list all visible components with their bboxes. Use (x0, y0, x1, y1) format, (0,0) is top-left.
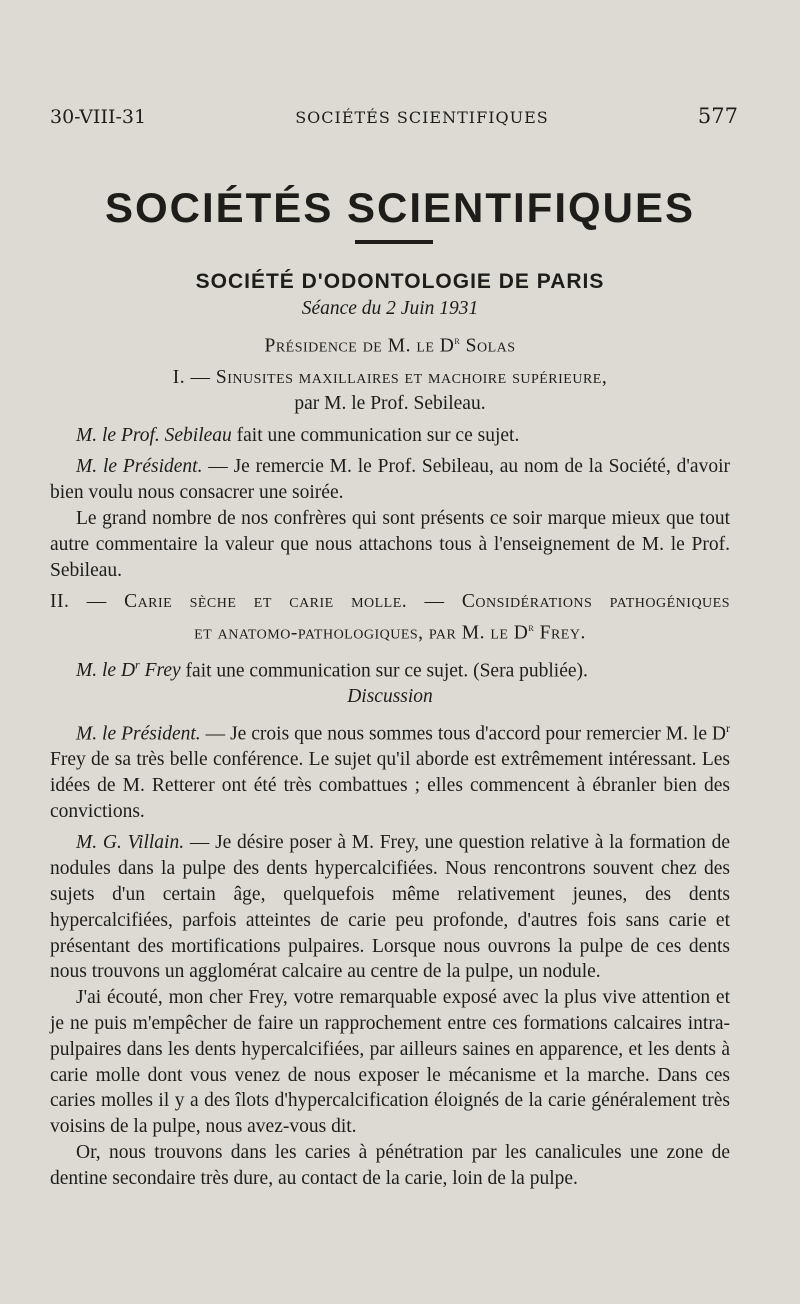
paragraph-text: — Je désire poser à M. Frey, une question relative à la formation de nodules dans la pulpe des dents hypercalcifiées. Nous rencontrons souvent chez des sujets d'un certain âge, quelquefois même relativement jeunes, des dents hypercalcifiées, parfois atteintes de carie peu profonde, d'autres fois sans carie et présentant des mortifications pulpaires. Lorsque nous ouvrons la pulpe de ces dents nous trouvons un agglomérat calcaire au centre de la pulpe, un nodule. (50, 832, 730, 983)
item-2-line-2 (50, 615, 730, 646)
paragraph-1 (50, 423, 730, 449)
paragraph-text-continued: Frey de sa très belle conférence. Le sujet qu'il aborde est extrêmement intéressant. Les idées de M. Retterer ont été très combattues ; elles commencent à ébranler bien des convictions. (50, 748, 730, 822)
item-1-line-2: par M. le Prof. Sebileau. (294, 392, 486, 414)
speaker: M. le Prof. Sebileau (76, 424, 232, 446)
article-body (50, 296, 730, 1192)
paragraph-3: Le grand nombre de nos confrères qui sont présents ce soir marque mieux que tout autre commentaire la valeur que nous attachons tous à l'enseignement de M. le Prof. Sebileau. (50, 508, 730, 581)
speaker-sup: r (135, 657, 140, 672)
paragraph-7: J'ai écouté, mon cher Frey, votre remarquable exposé avec la plus vive attention et je ne puis m'empêcher de faire un rapprochement entre ces formations calcaires intra-pulpaires dans les dents hypercalcifiées, par ailleurs saines en apparence, et les dents à carie molle dont vous venez de nous exposer le mécanisme et la marche. Dans ces caries molles il y a des îlots d'hypercalcification éloignés de la carie généralement très voisins de la pulpe, nous avez-vous dit. (50, 987, 730, 1138)
presidency-sup: r (454, 332, 461, 347)
paragraph-text: — Je remercie M. le Prof. Sebileau, au nom de la Société, d'avoir bien voulu nous consacrer une soirée. (50, 456, 730, 504)
page-title: SOCIÉTÉS SCIENTIFIQUES (104, 184, 696, 231)
agenda-item-1 (50, 365, 730, 417)
paragraph-text: fait une communication sur ce sujet. (231, 424, 520, 446)
item-2-line-1: II. — Carie sèche et carie molle. — Considérations pathogéniques (50, 591, 730, 613)
item-2-line-2-prefix: et anatomo-pathologiques, par M. le D (194, 622, 529, 644)
header-date: 30-VIII-31 (50, 106, 147, 128)
running-header (50, 104, 738, 128)
speaker-prefix: M. le D (76, 660, 136, 682)
presidency (50, 328, 730, 359)
speaker: M. le Président. (76, 723, 201, 745)
paragraph-5 (50, 716, 730, 825)
paragraph-2 (50, 454, 730, 506)
speaker: M. le Président. (76, 456, 203, 478)
session-date: Séance du 2 Juin 1931 (301, 298, 479, 319)
page-number: 577 (697, 104, 738, 128)
paragraph-text: fait une communication sur ce sujet. (Sera publiée). (180, 660, 588, 682)
presidency-prefix: Présidence de M. le D (264, 335, 455, 357)
paragraph-6 (50, 830, 730, 985)
item-2-line-2-suffix: Frey. (534, 622, 586, 644)
item-2-sup: r (528, 620, 535, 635)
header-section: SOCIÉTÉS SCIENTIFIQUES (295, 108, 549, 127)
discussion-heading: Discussion (347, 685, 433, 707)
paragraph-sup: r (726, 720, 730, 735)
item-1-line-1: I. — Sinusites maxillaires et machoire supérieure, (172, 367, 608, 389)
title-rule (355, 240, 433, 244)
paragraph-8: Or, nous trouvons dans les caries à pénétration par les canalicules une zone de dentine secondaire très dure, au contact de la carie, loin de la pulpe. (50, 1141, 730, 1189)
paragraph-4 (50, 653, 730, 684)
speaker-suffix: Frey (139, 660, 181, 682)
society-heading: SOCIÉTÉ D'ODONTOLOGIE DE PARIS (195, 270, 605, 293)
speaker (76, 657, 181, 682)
presidency-name: Solas (460, 335, 516, 357)
agenda-item-2 (50, 589, 730, 646)
speaker: M. G. Villain. (76, 832, 185, 854)
paragraph-text: — Je crois que nous sommes tous d'accord pour remercier M. le D (200, 723, 726, 745)
